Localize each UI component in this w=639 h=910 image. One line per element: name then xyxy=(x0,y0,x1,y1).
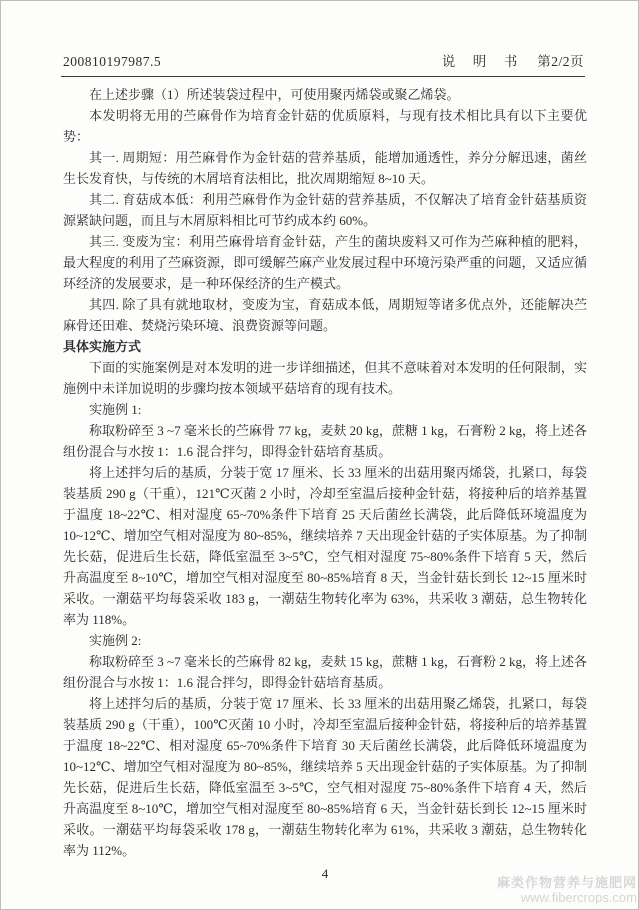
para-advantage-4: 其四. 除了具有就地取材，变废为宝，育菇成本低，周期短等诸多优点外，还能解决苎麻骨还田难、焚烧污染环境、浪费资源等问题。 xyxy=(63,297,587,333)
para-example-2-recipe: 称取粉碎至 3 ~7 毫米长的苎麻骨 82 kg，麦麸 15 kg，蔗糖 1 kg，石膏粉 2 kg，将上述各组份混合与水按 1：1.6 混合拌匀，即得金针菇培育基质。 xyxy=(63,654,587,690)
para-advantage-1: 其一. 周期短：用苎麻骨作为金针菇的营养基质，能增加通透性，养分分解迅速，菌丝生长发育快，与传统的木屑培育法相比，批次周期缩短 8~10 天。 xyxy=(63,150,587,186)
page-number: 4 xyxy=(321,866,329,881)
header-right xyxy=(442,50,584,70)
para-advantage-2: 其二. 育菇成本低：利用苎麻骨作为金针菇的营养基质，不仅解决了培育金针菇基质资源紧缺问题，而且与木屑原料相比可节约成本约 60%。 xyxy=(63,192,587,228)
document-body xyxy=(63,84,587,861)
document-title: 说 明 书 xyxy=(441,54,520,69)
para-advantages-intro: 本发明将无用的苎麻骨作为培育金针菇的优质原料，与现有技术相比具有以下主要优势： xyxy=(63,108,587,144)
watermark-site-url: www.fibercrops.com xyxy=(520,890,637,905)
watermark xyxy=(497,875,637,905)
para-advantage-3: 其三. 变废为宝：利用苎麻骨培育金针菇，产生的菌块废料又可作为苎麻种植的肥料，最大程度的利用了苎麻资源，即可缓解苎麻产业发展过程中环境污染严重的问题，又适应循环经济的发展要求，是一种环保经济的生产模式。 xyxy=(63,234,587,291)
para-bag-note: 在上述步骤（1）所述装袋过程中，可使用聚丙烯袋或聚乙烯袋。 xyxy=(89,87,460,102)
section-heading-implementation: 具体实施方式 xyxy=(63,339,142,354)
page-header xyxy=(63,50,584,70)
para-implementation-intro: 下面的实施案例是对本发明的进一步详细描述，但其不意味着对本发明的任何限制，实施例中未详加说明的步骤均按本领域平菇培育的现有技术。 xyxy=(63,360,587,396)
watermark-site-name: 麻类作物营养与施肥网 xyxy=(496,875,637,890)
label-example-2: 实施例 2: xyxy=(89,633,142,648)
patent-number: 200810197987.5 xyxy=(63,54,162,69)
para-example-2-process: 将上述拌匀后的基质，分装于宽 17 厘米、长 33 厘米的出菇用聚乙烯袋，扎紧口，每袋装基质 290 g（干重），100℃灭菌 10 小时，冷却至室温后接种金针菇，将接种后的培养基置于温度 18~22℃、相对湿度 65~70%条件下培育 30 天后菌丝长满袋，此后降低环境温度为 10~12℃、增加空气相对湿度为 80~85%，继续培养 5 天出现金针菇的子实体原基。为了抑制先长菇，促进后生长菇，降低室温至 3~5℃，空气相对湿度 75~80%条件下培育 4 天，然后升高温度至 8~10℃，增加空气相对湿度至 80~85%培育 6 天，当金针菇长到长 12~15 厘米时采收。一潮菇平均每袋采收 178 g，一潮菇生物转化率为 61%，共采收 3 潮菇，总生物转化率为 112%。 xyxy=(63,696,587,858)
para-example-1-recipe: 称取粉碎至 3 ~7 毫米长的苎麻骨 77 kg，麦麸 20 kg，蔗糖 1 kg，石膏粉 2 kg，将上述各组份混合与水按 1：1.6 混合拌匀，即得金针菇培育基质。 xyxy=(63,423,587,459)
header-divider xyxy=(61,76,585,77)
label-example-1: 实施例 1: xyxy=(89,402,142,417)
para-example-1-process: 将上述拌匀后的基质，分装于宽 17 厘米、长 33 厘米的出菇用聚丙烯袋，扎紧口，每袋装基质 290 g（干重），121℃灭菌 2 小时，冷却至室温后接种金针菇，将接种后的培养基置于温度 18~22℃、相对湿度 65~70%条件下培育 25 天后菌丝长满袋，此后降低环境温度为 10~12℃、增加空气相对湿度为 80~85%，继续培养 7 天出现金针菇的子实体原基。为了抑制先长菇，促进后生长菇，降低室温至 3~5℃，空气相对湿度 75~80%条件下培育 5 天，然后升高温度至 8~10℃，增加空气相对湿度至 80~85%培育 8 天，当金针菇长到长 12~15 厘米时采收。一潮菇平均每袋采收 183 g，一潮菇生物转化率为 63%，共采收 3 潮菇，总生物转化率为 118%。 xyxy=(63,465,587,627)
page-indicator: 第2/2页 xyxy=(537,54,584,69)
